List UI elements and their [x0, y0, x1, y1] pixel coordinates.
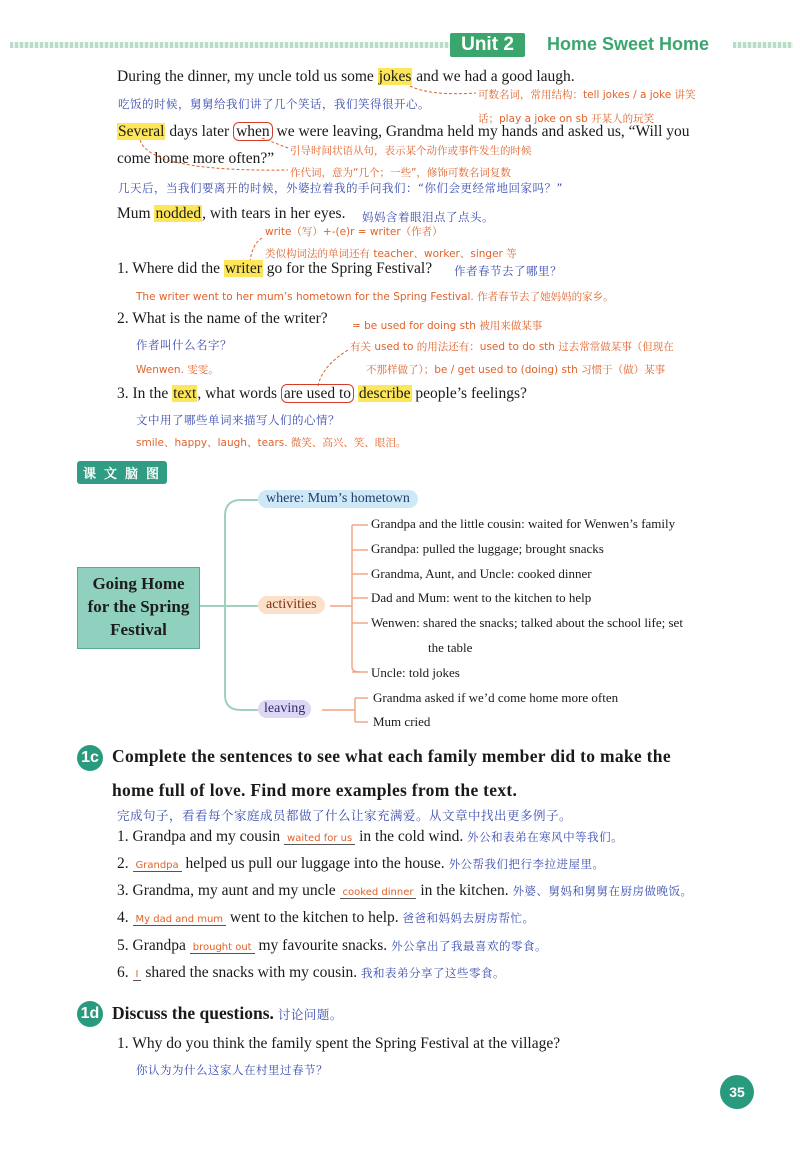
page-number: 35: [720, 1075, 754, 1109]
exercise-1c-badge: 1c: [77, 745, 103, 771]
mindmap-center-line-2: for the Spring: [87, 597, 190, 616]
exercise-1d-badge: 1d: [77, 1001, 103, 1027]
mindmap-leaving-item: Mum cried: [373, 714, 431, 729]
exercise-1c-item: 5. Grandpa brought out my favourite snacks. 外公拿出了我最喜欢的零食。: [117, 937, 548, 954]
mindmap-activity-item: Grandpa: pulled the luggage; brought snacks: [371, 541, 604, 556]
exercise-1c-title-1: Complete the sentences to see what each family member did to make the: [112, 746, 671, 766]
note-used-for: = be used for doing sth 被用来做某事: [352, 320, 543, 332]
mindmap-activity-item: Grandma, Aunt, and Uncle: cooked dinner: [371, 566, 592, 581]
question-3-answer: smile、happy、laugh、tears. 微笑、高兴、笑、眼泪。: [136, 437, 407, 449]
mindmap-leaving-item: Grandma asked if we’d come home more often: [373, 690, 619, 705]
mindmap-activities: activities: [258, 596, 325, 614]
exercise-1c-cn: 完成句子，看看每个家庭成员都做了什么让家充满爱。从文章中找出更多例子。: [117, 808, 573, 823]
passage-sentence-2b: come home more often?”: [117, 150, 275, 167]
mindmap-activity-item: the table: [428, 640, 473, 655]
answer-blank[interactable]: cooked dinner: [340, 887, 417, 899]
unit-badge: Unit 2: [450, 33, 525, 57]
passage-sentence-1: During the dinner, my uncle told us some jokes and we had a good laugh.: [117, 68, 575, 85]
mindmap-where: where: Mum’s hometown: [258, 490, 418, 508]
mindmap-center-line-3: Festival: [110, 620, 167, 639]
mindmap-activity-item: Wenwen: shared the snacks; talked about the school life; set: [371, 615, 683, 630]
mindmap-activity-item: Grandpa and the little cousin: waited for Wenwen’s family: [371, 516, 676, 531]
note-jokes-2: 话；play a joke on sb 开某人的玩笑: [478, 113, 655, 125]
mindmap-label: [77, 461, 167, 481]
exercise-1c-title-2: home full of love. Find more examples from the text.: [112, 780, 518, 800]
answer-blank[interactable]: waited for us: [284, 833, 355, 845]
exercise-1d-title: Discuss the questions. 讨论问题。: [112, 1003, 343, 1023]
answer-blank[interactable]: brought out: [190, 942, 255, 954]
unit-title: Home Sweet Home: [547, 34, 710, 54]
note-used-to-1: 有关 used to 的用法还有：used to do sth 过去常常做某事（但现在: [350, 341, 674, 353]
note-when: 引导时间状语从句，表示某个动作或事件发生的时候: [290, 145, 532, 157]
question-1: 1. Where did the writer go for the Spring Festival?: [117, 260, 433, 277]
note-writer-2: 类似构词法的单词还有 teacher、worker、singer 等: [265, 248, 517, 260]
passage-sentence-2: Several days later when we were leaving, Grandma held my hands and asked us, “Will you: [118, 123, 690, 140]
question-3: 3. In the text, what words are used to describe people’s feelings?: [117, 385, 527, 402]
passage-sentence-3-cn: 妈妈含着眼泪点了点头。: [362, 210, 494, 224]
question-3-cn: 文中用了哪些单词来描写人们的心情？: [136, 413, 340, 427]
passage-sentence-2-cn: 几天后，当我们要离开的时候，外婆拉着我的手问我们：“你们会更经常地回家吗？”: [118, 181, 563, 195]
mindmap-activity-item: Uncle: told jokes: [371, 665, 460, 680]
question-1-cn: 作者春节去了哪里？: [454, 264, 562, 278]
passage-sentence-3: Mum nodded, with tears in her eyes.: [117, 205, 346, 222]
exercise-1c-item: 4. My dad and mum went to the kitchen to help. 爸爸和妈妈去厨房帮忙。: [117, 909, 535, 926]
exercise-1c-item: 1. Grandpa and my cousin waited for us in the cold wind. 外公和表弟在寒风中等我们。: [117, 828, 624, 845]
passage-sentence-1-cn: 吃饭的时候，舅舅给我们讲了几个笑话，我们笑得很开心。: [118, 97, 430, 111]
mindmap-leaving: leaving: [258, 700, 311, 718]
answer-blank[interactable]: Grandpa: [133, 860, 182, 872]
note-writer-1: write（写）+-(e)r = writer（作者）: [265, 226, 443, 238]
answer-blank[interactable]: My dad and mum: [133, 914, 227, 926]
question-1-answer: The writer went to her mum’s hometown for the Spring Festival. 作者春节去了她妈妈的家乡。: [136, 291, 614, 303]
exercise-1c-item: 3. Grandma, my aunt and my uncle cooked dinner in the kitchen. 外婆、舅妈和舅舅在厨房做晚饭。: [117, 882, 693, 899]
exercise-1c-item: 2. Grandpa helped us pull our luggage into the house. 外公帮我们把行李拉进屋里。: [117, 855, 605, 872]
answer-blank[interactable]: I: [133, 969, 142, 981]
mindmap-activity-item: Dad and Mum: went to the kitchen to help: [371, 590, 592, 605]
annotation-lines: [0, 0, 800, 420]
note-several: 作代词，意为“几个；一些”，修饰可数名词复数: [290, 167, 511, 179]
exercise-1d-question-1: 1. Why do you think the family spent the Spring Festival at the village?: [117, 1035, 561, 1052]
note-used-to-2: 不那样做了）；be / get used to (doing) sth 习惯于（做）某事: [366, 364, 666, 376]
question-2-cn: 作者叫什么名字？: [136, 338, 232, 352]
note-jokes: 可数名词，常用结构：tell jokes / a joke 讲笑: [478, 89, 696, 101]
question-2: 2. What is the name of the writer?: [117, 310, 328, 327]
mindmap-label-text: 课文脑图: [77, 461, 167, 484]
question-2-answer: Wenwen. 雯雯。: [136, 364, 219, 376]
exercise-1d-question-1-cn: 你认为为什么这家人在村里过春节？: [136, 1063, 328, 1077]
mindmap-center: [77, 567, 200, 649]
exercise-1c-item: 6. I shared the snacks with my cousin. 我和表弟分享了这些零食。: [117, 964, 505, 981]
mindmap-center-line-1: Going Home: [92, 574, 185, 593]
